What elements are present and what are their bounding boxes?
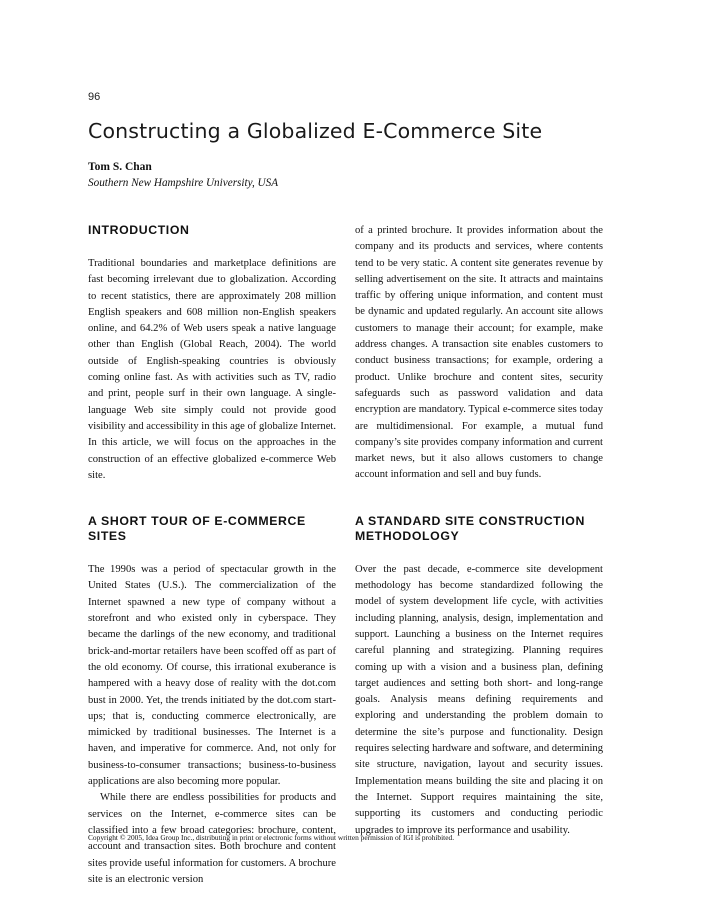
section-heading-short-tour: A SHORT TOUR OF E-COMMERCE SITES bbox=[88, 514, 306, 544]
paragraph: The 1990s was a period of spectacular growth in the United States (U.S.). The commercialization of the Internet spawned a new type of company without a storefront and who existed only in cyberspace. They became the darlings of the new economy, and traditional brick-and-mortar retailers have been scoffed off as part of the old economy. Of course, this irrational exuberance is hampered with a heavy dose of reality with the dot.com bust in 2000. Yet, the trends initiated by the dot.com start-ups; that is, conducting commerce electronically, are mimicked by traditional businesses. The Internet is a haven, and imperative for commerce. And, not only for business-to-consumer transactions; business-to-business applications are also becoming more popular. bbox=[88, 564, 336, 788]
paragraph-continued: of a printed brochure. It provides information about the company and its products and services, where contents tend to be very static. A content site generates revenue by selling advertisement on the site. It attracts and maintains traffic by offering unique information, and content must be dynamic and updated regularly. An account site allows customers to manage their account; for example, make address changes. A transaction site enables customers to conduct business transactions; for example, ordering a product. Unlike brochure and content sites, security safeguards such as password validation and data encryption are mandatory. Typical e-commerce sites today are multidimensional. For example, a mutual fund company’s site provides company information and current market news, but it also allows customers to change account information and sell and buy funds. bbox=[355, 225, 603, 481]
paragraph: While there are endless possibilities for products and services on the Internet, e-commerce sites can be classified into a few broad categories: brochure, content, account and transaction sites. Both brochure and content sites provide useful information for customers. A brochure site is an electronic version bbox=[88, 792, 336, 885]
paragraph: Traditional boundaries and marketplace definitions are fast becoming irrelevant due to globalization. According to recent statistics, there are approximately 208 million English speakers and 608 million non-English speakers online, and 64.2% of Web users speak a native language other than English (Global Reach, 2004). The world outside of English-speaking countries is obviously coming online fast. As with activities such as TV, radio and print, people surf in their own language. A single-language Web site simply could not provide good visibility and accessibility in this age of globalize Internet. In this article, we will focus on the approaches in the construction of an effective globalized e-commerce Web site. bbox=[88, 258, 337, 481]
copyright-notice: Copyright © 2005, Idea Group Inc., distributing in print or electronic forms without written permission of IGI is prohibited. bbox=[88, 833, 455, 842]
section-heading-methodology: A STANDARD SITE CONSTRUCTION METHODOLOGY bbox=[355, 513, 585, 543]
left-column bbox=[88, 223, 336, 888]
author-name: Tom S. Chan bbox=[88, 161, 152, 173]
section-heading-introduction: INTRODUCTION bbox=[88, 223, 190, 237]
paragraph: Over the past decade, e-commerce site development methodology has become standardized following the model of system development life cycle, with activities including planning, analysis, design, implementation and support. Launching a business on the Internet requires careful planning and strategizing. Planning requires coming up with a vision and a business plan, defining target audiences and setting both short- and long-range goals. Analysis means defining requirements and exploring and understanding the problem domain to determine the site’s purpose and functionality. Design requires selecting hardware and software, and determining site structure, navigation, layout and security issues. Implementation means building the site and placing it on the Internet. Support requires maintaining the site, supporting its customers and conducting periodic upgrades to improve its performance and usability. bbox=[355, 563, 603, 836]
right-column bbox=[355, 223, 603, 839]
page-number: 96 bbox=[88, 91, 101, 103]
author-affiliation: Southern New Hampshire University, USA bbox=[88, 177, 279, 189]
article-title: Constructing a Globalized E-Commerce Site bbox=[88, 119, 543, 143]
